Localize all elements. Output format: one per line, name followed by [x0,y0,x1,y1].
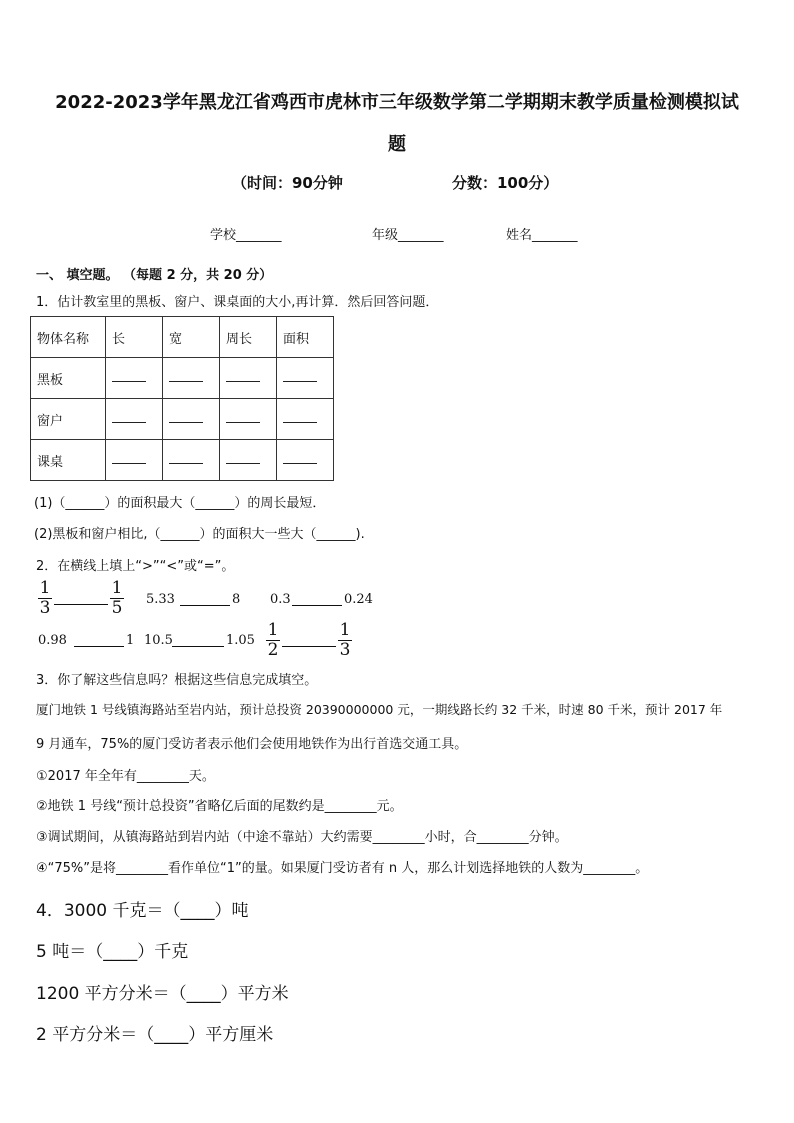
compare-right: 0.24 [344,592,373,607]
q1-sub1: (1)（______）的面积最大（______）的周长最短． [34,496,326,511]
answer-blank[interactable] [277,440,334,481]
answer-blank[interactable] [277,358,334,399]
table-row [31,440,334,481]
fraction-numerator: 1 [339,620,351,640]
q4-line2: 5 吨＝（____）千克 [36,942,189,962]
fraction-denominator: 5 [111,598,123,618]
row-label: 窗户 [31,399,106,440]
table-row [31,358,334,399]
answer-blank[interactable] [277,399,334,440]
answer-blank[interactable] [220,440,277,481]
q4-line4: 2 平方分米＝（____）平方厘米 [36,1025,274,1045]
section1-heading: 一、 填空题。 （每题 2 分，共 20 分） [36,268,273,283]
q4-line1: 4．3000 千克＝（____）吨 [36,901,249,921]
page-title-line2: 题 [388,134,406,155]
q4-line3: 1200 平方分米＝（____）平方米 [36,984,289,1004]
fraction-one-third [338,622,352,659]
answer-blank[interactable] [74,646,124,647]
fraction-numerator: 1 [267,620,279,640]
answer-blank[interactable] [163,440,220,481]
q1-header-cell: 面积 [277,317,334,358]
answer-blank[interactable] [180,605,230,606]
compare-left: 5.33 [146,592,175,607]
answer-blank[interactable] [282,646,336,647]
fraction-denominator: 2 [267,640,279,660]
q3-sub4: ④“75%”是将________看作单位“1”的量。如果厦门受访者有 n 人，那么计划选择地铁的人数为________。 [36,861,649,876]
q1-header-cell: 物体名称 [31,317,106,358]
q3-para2: 9 月通车，75%的厦门受访者表示他们会使用地铁作为出行首选交通工具。 [36,737,468,752]
answer-blank[interactable] [106,358,163,399]
compare-left: 10.5 [144,633,173,648]
fraction-numerator: 1 [39,578,51,598]
compare-left: 0.98 [38,633,67,648]
q1-header-row [31,317,334,358]
q3-sub2: ②地铁 1 号线“预计总投资”省略亿后面的尾数约是________元。 [36,799,403,814]
row-label: 课桌 [31,440,106,481]
answer-blank[interactable] [220,358,277,399]
grade-field: 年级_______ [372,228,444,243]
q1-header-cell: 宽 [163,317,220,358]
q3-para1: 厦门地铁 1 号线镇海路站至岩内站，预计总投资 20390000000 元，一期线路长约 32 千米，时速 80 千米，预计 2017 年 [36,702,723,717]
fraction-one-half [266,622,280,659]
q2-stem: 2．在横线上填上“>”“<”或“=”。 [36,559,235,574]
answer-blank[interactable] [54,604,108,605]
exam-score: 分数：100分） [452,174,559,192]
q1-header-cell: 周长 [220,317,277,358]
answer-blank[interactable] [106,399,163,440]
fraction-one-fifth [110,580,124,617]
answer-blank[interactable] [220,399,277,440]
fraction-denominator: 3 [39,598,51,618]
answer-blank[interactable] [106,440,163,481]
name-field: 姓名_______ [506,228,578,243]
fraction-numerator: 1 [111,578,123,598]
row-label: 黑板 [31,358,106,399]
fraction-one-third [38,580,52,617]
answer-blank[interactable] [172,646,224,647]
page-title-line1: 2022-2023学年黑龙江省鸡西市虎林市三年级数学第二学期期末教学质量检测模拟试 [55,92,739,113]
answer-blank[interactable] [163,399,220,440]
compare-right: 1.05 [226,633,255,648]
q3-stem: 3．你了解这些信息吗？根据这些信息完成填空。 [36,673,318,688]
q3-sub1: ①2017 年全年有________天。 [36,769,215,784]
table-row [31,399,334,440]
q1-sub2: (2)黑板和窗户相比,（______）的面积大一些大（______). [34,527,365,542]
fraction-denominator: 3 [339,640,351,660]
compare-left: 0.3 [270,592,291,607]
answer-blank[interactable] [292,605,342,606]
q1-stem: 1．估计教室里的黑板、窗户、课桌面的大小,再计算．然后回答问题． [36,295,439,310]
q3-sub3: ③调试期间，从镇海路站到岩内站（中途不靠站）大约需要________小时，合________分钟。 [36,830,568,845]
q1-header-cell: 长 [106,317,163,358]
exam-time: （时间：90分钟 [232,174,343,192]
q1-table [30,316,334,481]
compare-right: 1 [126,633,135,648]
school-field: 学校_______ [210,228,282,243]
answer-blank[interactable] [163,358,220,399]
compare-right: 8 [232,592,241,607]
